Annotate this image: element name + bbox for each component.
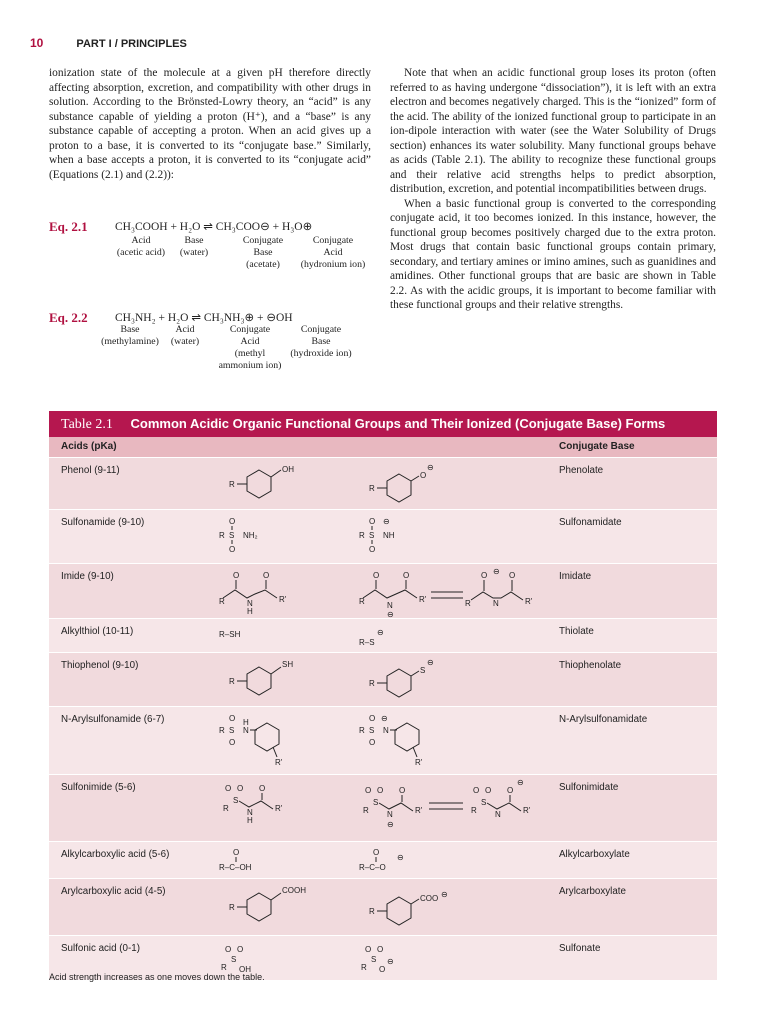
- acid-name: Sulfonamide (9-10): [61, 517, 145, 528]
- table-row: [49, 618, 717, 652]
- o-label: O: [237, 945, 244, 954]
- s-label: S: [371, 955, 377, 964]
- table-2-1: [49, 411, 717, 980]
- phenol-structure: [219, 462, 319, 506]
- table-row: [49, 878, 717, 935]
- s-label: S: [420, 666, 426, 675]
- sulfonamide-structure: [219, 514, 319, 560]
- minus-label: ⊖: [383, 517, 390, 526]
- nh-label: NH: [383, 531, 395, 540]
- minus-label: ⊖: [517, 779, 524, 787]
- arylcarboxylic-acid-structure: [219, 883, 329, 933]
- paragraph: When a basic functional group is converted to the corresponding conjugate acid, it too becomes ionized. In this instance, however, the functional group becomes positively charged due to the extra proton. Most drugs that contain basic functional groups contain primary, secondary, and tertiary amines or imino amines, such as guanidines and amidines. Other functional groups that are basic are shown in Table 2.2. As with the acidic groups, it is important to become familiar with these functional groups and their relative strengths.: [390, 197, 716, 311]
- minus-label: ⊖: [387, 820, 394, 829]
- eq-sub-acid: Acid (acetic acid): [116, 235, 166, 258]
- o-label: O: [373, 848, 380, 857]
- n-arylsulfonamide-structure: [219, 711, 329, 771]
- r-label: R: [229, 903, 235, 912]
- minus-label: ⊖: [387, 610, 394, 618]
- r-label: R: [369, 679, 375, 688]
- oh-label: OH: [239, 965, 251, 974]
- table-row: [49, 457, 717, 509]
- table-row: [49, 841, 717, 878]
- table-row: [49, 652, 717, 706]
- table-footnote: Acid strength increases as one moves down the table.: [49, 972, 265, 982]
- o-label: O: [369, 545, 376, 554]
- acid-name: N-Arylsulfonamide (6-7): [61, 714, 165, 725]
- acid-name: Alkylthiol (10-11): [61, 626, 134, 637]
- r-label: R: [369, 907, 375, 916]
- table-title: Common Acidic Organic Functional Groups and Their Ionized (Conjugate Base) Forms: [130, 416, 666, 431]
- eq-sub-conjugate-acid: Conjugate Acid (hydronium ion): [300, 235, 366, 270]
- r-label: R: [229, 480, 235, 489]
- o-label: O: [259, 784, 266, 793]
- r-label: R: [361, 963, 367, 972]
- o-label: O: [369, 714, 376, 723]
- sh-label: SH: [282, 660, 294, 669]
- o-label: O: [263, 571, 270, 580]
- rp-label: R': [419, 595, 427, 604]
- phenolate-structure: [359, 462, 459, 506]
- table-row: [49, 774, 717, 841]
- rp-label: R': [525, 597, 533, 606]
- conjugate-base-name: Thiolate: [559, 626, 594, 637]
- eq-sub-conjugate-base: Conjugate Base (hydroxide ion): [290, 324, 352, 359]
- s-label: S: [233, 796, 239, 805]
- o-label: O: [399, 786, 406, 795]
- acid-name: Imide (9-10): [61, 571, 114, 582]
- nh2-label: NH₂: [243, 531, 258, 540]
- right-column: [390, 66, 716, 313]
- conjugate-base-name: Arylcarboxylate: [559, 886, 626, 897]
- rp-label: R': [275, 804, 283, 813]
- minus-label: ⊖: [377, 628, 384, 637]
- o-label: O: [420, 471, 427, 480]
- o-label: O: [233, 848, 240, 857]
- n-label: N: [247, 599, 253, 608]
- part-title: PART I / PRINCIPLES: [76, 38, 187, 50]
- thiolate-structure: [359, 623, 439, 649]
- s-label: S: [231, 955, 237, 964]
- s-label: S: [369, 531, 375, 540]
- o-label: O: [403, 571, 410, 580]
- acid-name: Alkylcarboxylic acid (5-6): [61, 849, 170, 860]
- h-label: H: [247, 607, 253, 614]
- r-label: R: [219, 597, 225, 606]
- o-label: O: [229, 517, 236, 526]
- n-arylsulfonamidate-structure: [359, 711, 469, 771]
- rp-label: R': [279, 595, 287, 604]
- equation-2-2: [49, 310, 379, 376]
- acid-name: Sulfonic acid (0-1): [61, 943, 140, 954]
- sulfonimidate-structure: [359, 779, 549, 837]
- table-title-bar: [49, 411, 717, 437]
- o-label: O: [485, 786, 492, 795]
- h-label: H: [243, 718, 249, 727]
- r-label: R: [359, 531, 365, 540]
- rcooh-label: R–C–OH: [219, 863, 252, 872]
- acid-name: Sulfonimide (5-6): [61, 782, 136, 793]
- n-label: N: [387, 810, 393, 819]
- o-label: O: [365, 786, 372, 795]
- o-label: O: [229, 714, 236, 723]
- o-label: O: [229, 738, 236, 747]
- oh-label: OH: [282, 465, 294, 474]
- r-label: R: [229, 677, 235, 686]
- sulfonamidate-structure: [359, 514, 459, 560]
- column-header-conjugate-base: Conjugate Base: [559, 441, 635, 452]
- left-column: [49, 66, 371, 182]
- paragraph: Note that when an acidic functional group loses its proton (often referred to as having undergone “dissociation”), it is left with an extra electron and becomes negatively charged. This is the “ionized” form of the acid. The ability of the ionized functional group to participate in an ion-dipole interaction with water (see the Water Solubility of Drugs section) enhances its water solubility. Many functional groups behave as acids (Table 2.1). The ability to recognize these functional groups and their relative acid strengths helps to predict absorption, distribution, excretion, and potential incompatibilities between drugs.: [390, 67, 716, 195]
- rs-label: R–S: [359, 638, 375, 647]
- imide-structure: [219, 568, 329, 614]
- equation-label: Eq. 2.1: [49, 219, 88, 234]
- running-header: [30, 36, 187, 50]
- equation-reaction: CH₃NH₂ + H₂O ⇌ CH₃NH₃⊕ + ⊖OH: [115, 312, 293, 324]
- s-label: S: [373, 798, 379, 807]
- o-label: O: [237, 784, 244, 793]
- conjugate-base-name: Imidate: [559, 571, 592, 582]
- conjugate-base-name: Phenolate: [559, 465, 604, 476]
- arylcarboxylate-structure: [359, 883, 469, 933]
- imidate-structure: [359, 568, 549, 618]
- s-label: S: [481, 798, 487, 807]
- r-label: R: [223, 804, 229, 813]
- minus-label: ⊖: [381, 714, 388, 723]
- eq-sub-conjugate-acid: Conjugate Acid (methyl ammonium ion): [218, 324, 282, 371]
- conjugate-base-name: N-Arylsulfonamidate: [559, 714, 648, 725]
- cooh-label: COOH: [282, 886, 306, 895]
- n-label: N: [247, 808, 253, 817]
- s-label: S: [229, 726, 235, 735]
- n-label: N: [495, 810, 501, 819]
- sulfonimide-structure: [219, 779, 329, 837]
- acid-name: Arylcarboxylic acid (4-5): [61, 886, 166, 897]
- rp-label: R': [275, 758, 283, 767]
- table-body: [49, 457, 717, 980]
- o-label: O: [233, 571, 240, 580]
- o-label: O: [379, 965, 386, 974]
- o-label: O: [507, 786, 514, 795]
- r-label: R: [359, 597, 365, 606]
- n-label: N: [387, 601, 393, 610]
- r-label: R: [363, 806, 369, 815]
- n-label: N: [383, 726, 389, 735]
- o-label: O: [229, 545, 236, 554]
- thiophenol-structure: [219, 657, 319, 703]
- minus-label: ⊖: [397, 853, 404, 862]
- h-label: H: [247, 816, 253, 825]
- minus-label: ⊖: [427, 463, 434, 472]
- o-label: O: [377, 945, 384, 954]
- o-label: O: [373, 571, 380, 580]
- thiophenolate-structure: [359, 657, 459, 703]
- alkylcarboxylate-structure: [359, 846, 439, 876]
- o-label: O: [509, 571, 516, 580]
- conjugate-base-name: Sulfonamidate: [559, 517, 622, 528]
- coo-label: COO: [420, 894, 439, 903]
- eq-sub-base: Base (methylamine): [101, 324, 159, 347]
- r-label: R: [221, 963, 227, 972]
- minus-label: ⊖: [427, 658, 434, 667]
- minus-label: ⊖: [493, 568, 500, 576]
- eq-sub-conjugate-base: Conjugate Base (acetate): [242, 235, 284, 270]
- r-label: R: [369, 484, 375, 493]
- acid-name: Phenol (9-11): [61, 465, 120, 476]
- rp-label: R': [523, 806, 531, 815]
- o-label: O: [377, 786, 384, 795]
- o-label: O: [225, 945, 232, 954]
- equation-reaction: CH₃COOH + H₂O ⇌ CH₃COO⊖ + H₃O⊕: [115, 221, 313, 233]
- acid-name: Thiophenol (9-10): [61, 660, 139, 671]
- o-label: O: [365, 945, 372, 954]
- conjugate-base-name: Thiophenolate: [559, 660, 622, 671]
- conjugate-base-name: Sulfonate: [559, 943, 601, 954]
- o-label: O: [369, 738, 376, 747]
- r-label: R: [359, 726, 365, 735]
- sulfonate-structure: [359, 940, 439, 978]
- minus-label: ⊖: [441, 890, 448, 899]
- table-header-row: [49, 437, 717, 457]
- eq-sub-acid: Acid (water): [170, 324, 200, 347]
- n-label: N: [493, 599, 499, 608]
- table-row: [49, 706, 717, 774]
- equation-label: Eq. 2.2: [49, 310, 88, 325]
- r-label: R: [219, 531, 225, 540]
- r-label: R: [471, 806, 477, 815]
- o-label: O: [225, 784, 232, 793]
- column-header-acids: Acids (pKa): [61, 441, 117, 452]
- page-number: 10: [30, 36, 44, 50]
- alkylcarboxylic-acid-structure: [219, 846, 299, 876]
- rp-label: R': [415, 806, 423, 815]
- s-label: S: [229, 531, 235, 540]
- rsh-label: R–SH: [219, 630, 241, 639]
- rp-label: R': [415, 758, 423, 767]
- o-label: O: [369, 517, 376, 526]
- minus-label: ⊖: [387, 957, 394, 966]
- o-label: O: [481, 571, 488, 580]
- table-row: [49, 563, 717, 618]
- alkylthiol-structure: [219, 623, 299, 649]
- equation-2-1: [49, 219, 379, 279]
- table-row: [49, 509, 717, 563]
- s-label: S: [369, 726, 375, 735]
- table-number: Table 2.1: [61, 417, 113, 432]
- r-label: R: [219, 726, 225, 735]
- rco-label: R–C–O: [359, 863, 386, 872]
- conjugate-base-name: Sulfonimidate: [559, 782, 619, 793]
- r-label: R: [465, 599, 471, 608]
- eq-sub-base: Base (water): [179, 235, 209, 258]
- o-label: O: [473, 786, 480, 795]
- n-label: N: [243, 726, 249, 735]
- conjugate-base-name: Alkylcarboxylate: [559, 849, 630, 860]
- paragraph: ionization state of the molecule at a given pH therefore directly affecting absorption, excretion, and compatibility with other drugs in solution. According to the Brönsted-Lowry theory, an “acid” is any substance capable of yielding a proton (H⁺), and a “base” is any substance capable of accepting a proton. When an acid gives up a proton to a base, it is converted to its “conjugate base.” Similarly, when a base accepts a proton, it is converted to its “conjugate acid” (Equations (2.1) and (2.2)):: [49, 67, 371, 181]
